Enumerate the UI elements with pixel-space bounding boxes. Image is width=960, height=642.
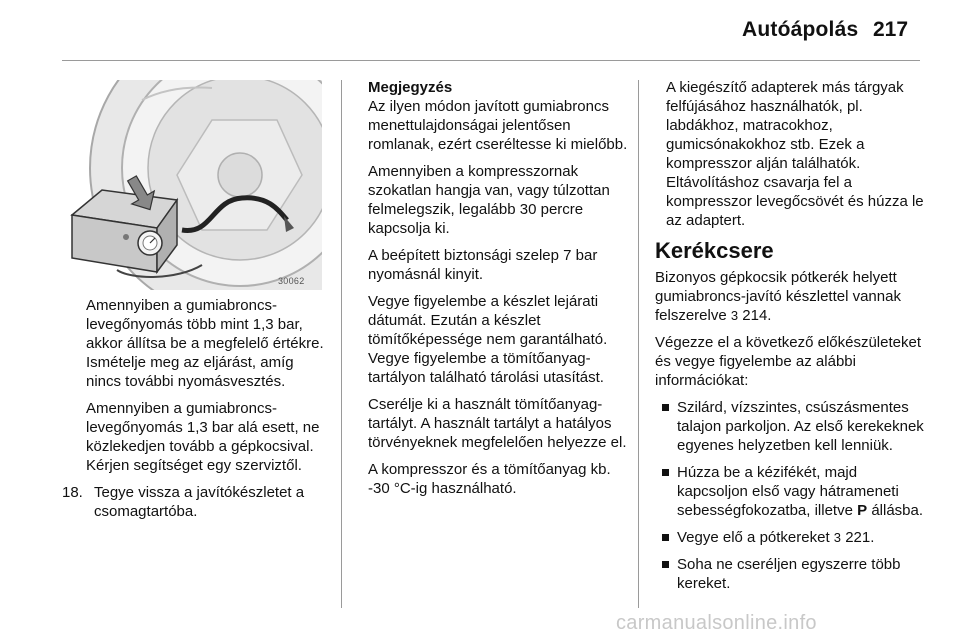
- column-divider-1: [341, 80, 342, 608]
- list-item-text: Szilárd, vízszintes, csúszásmentes talajon parkoljon. Az első kerekeknek egyenes helyzetben kell lenniük.: [677, 399, 924, 454]
- intro-paragraph: [655, 268, 925, 325]
- figure-number: 30062: [278, 276, 305, 286]
- column-right: [655, 78, 925, 601]
- list-item: [655, 528, 925, 547]
- list-item: [655, 555, 925, 593]
- paragraph: Amennyiben a kompresszornak szokatlan hangja van, vagy túlzottan felmelegszik, legalább 30 percre kapcsolja ki.: [368, 163, 610, 237]
- paragraph: Vegye figyelembe a készlet lejárati dátumát. Ezután a készlet tömítőképessége nem garantálható. Vegye figyelembe a tömítőanyag-tartályon található tárolási utasítást.: [368, 293, 608, 386]
- column-left: [62, 296, 332, 529]
- section-title: Kerékcsere: [655, 238, 774, 263]
- note-title: Megjegyzés: [368, 79, 453, 96]
- numbered-step-18: [62, 483, 332, 521]
- column-middle: [368, 78, 630, 506]
- paragraph: Végezze el a következő előkészületeket és vegye figyelembe az alábbi információkat:: [655, 334, 921, 389]
- note-text: Az ilyen módon javított gumiabroncs menettulajdonságai jelentősen romlanak, ezért cseréltesse ki mielőbb.: [368, 98, 628, 153]
- tyre-compressor-illustration: [62, 80, 322, 290]
- page-reference[interactable]: 214.: [742, 307, 772, 324]
- paragraph: A kiegészítő adapterek más tárgyak felfújásához használhatók, pl. labdákhoz, matracokhoz, gumicsónakokhoz stb. Ezek a kompresszor alján találhatók. Eltávolításhoz csavarja fel a kompresszor levegőcsövét és húzza le az adaptert.: [666, 79, 924, 229]
- list-item-text: Vegye elő a pótkereket: [677, 529, 830, 546]
- paragraph: Amennyiben a gumiabroncs-levegőnyomás 1,3 bar alá esett, ne közlekedjen tovább a gépkocsival. Kérjen segítséget egy szerviztől.: [86, 400, 320, 474]
- list-item: [655, 463, 925, 520]
- list-item-text: Húzza be a kézifékét, majd kapcsoljon első vagy hátrameneti sebességfokozatba, illetve: [677, 464, 899, 519]
- header-rule: [62, 60, 920, 61]
- list-item-text: állásba.: [871, 502, 924, 519]
- step-text: Tegye vissza a javítókészletet a csomagtartóba.: [94, 484, 305, 520]
- paragraph: Amennyiben a gumiabroncs-levegőnyomás több mint 1,3 bar, akkor állítsa be a megfelelő értékre. Ismételje meg az eljárást, amíg nincs további nyomásvesztés.: [86, 297, 324, 390]
- page-number: 217: [873, 18, 909, 41]
- paragraph: A kompresszor és a tömítőanyag kb. -30 °C-ig használható.: [368, 461, 611, 497]
- intro-text: Bizonyos gépkocsik pótkerék helyett gumiabroncs-javító készlettel vannak felszerelve: [655, 269, 901, 324]
- page-reference-icon: 3: [833, 530, 842, 545]
- gear-position-label: P: [857, 502, 868, 519]
- page-reference[interactable]: 221.: [845, 529, 875, 546]
- paragraph: A beépített biztonsági szelep 7 bar nyomásnál kinyit.: [368, 247, 598, 283]
- column-divider-2: [638, 80, 639, 608]
- bullet-square-icon: [662, 561, 669, 568]
- step-number: 18.: [62, 484, 83, 501]
- page-header-title: Autóápolás: [742, 18, 859, 41]
- page-reference-icon: 3: [730, 308, 739, 323]
- bullet-square-icon: [662, 534, 669, 541]
- list-item-text: Soha ne cseréljen egyszerre több kereket.: [677, 556, 901, 592]
- bullet-square-icon: [662, 404, 669, 411]
- paragraph: Cserélje ki a használt tömítőanyag-tartályt. A használt tartályt a hatályos törvényeknek megfelelően helyezze el.: [368, 396, 627, 451]
- list-item: [655, 398, 925, 455]
- watermark: carmanualsonline.info: [616, 612, 817, 634]
- bullet-square-icon: [662, 469, 669, 476]
- compressor-figure-svg: [62, 80, 322, 290]
